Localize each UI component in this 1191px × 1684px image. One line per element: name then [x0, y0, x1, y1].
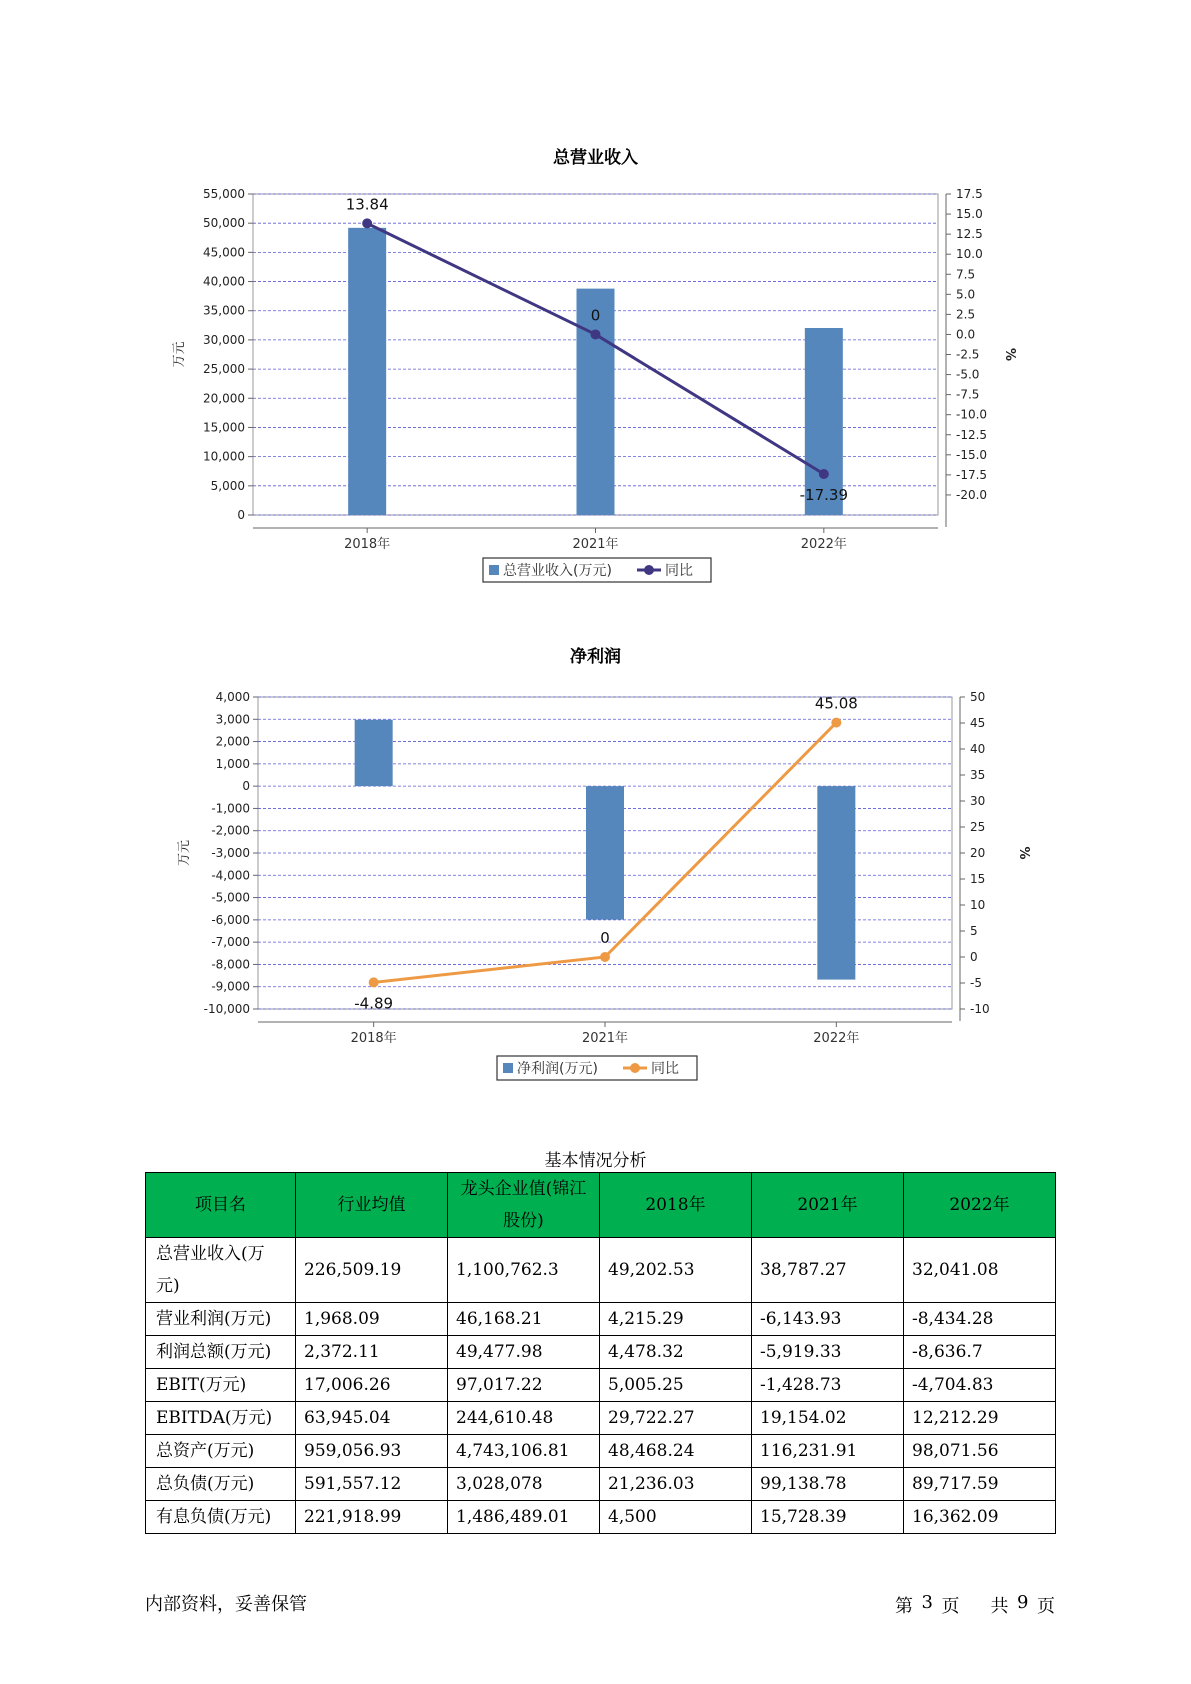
y-tick-label: 20,000 [203, 391, 245, 406]
y-tick-label: 0 [237, 508, 245, 522]
y2-tick-label: 45 [970, 716, 986, 730]
table-cell: 49,477.98 [448, 1336, 600, 1369]
table-cell: 38,787.27 [752, 1238, 904, 1303]
y2-tick-label: 30 [970, 794, 986, 808]
legend-swatch-bar [489, 565, 499, 575]
line-point [819, 469, 829, 479]
table-row [146, 1501, 1056, 1534]
table-cell: -1,428.73 [752, 1369, 904, 1402]
y-tick-label: -9,000 [211, 979, 250, 994]
table-cell: -8,636.7 [904, 1336, 1056, 1369]
y-tick-label: -6,000 [211, 912, 250, 927]
y-tick-label: -10,000 [203, 1002, 250, 1016]
total-pages: 9 [1017, 1592, 1029, 1613]
legend-swatch-point [644, 565, 654, 575]
legend-swatch-point [630, 1063, 640, 1073]
table-cell: 48,468.24 [600, 1435, 752, 1468]
page-number: 3 [921, 1592, 933, 1613]
legend-label: 净利润(万元) [517, 1061, 598, 1077]
table-cell: 46,168.21 [448, 1303, 600, 1336]
table-cell: 226,509.19 [296, 1238, 448, 1303]
y-tick-label: 1,000 [215, 756, 250, 771]
table-row-label: EBIT(万元) [146, 1369, 296, 1402]
y2-tick-label: -15.0 [956, 447, 988, 462]
legend [497, 1056, 697, 1080]
y-tick-label: -1,000 [211, 801, 250, 816]
y2-tick-label: -10 [970, 1002, 990, 1016]
x-tick-label: 2022年 [800, 537, 847, 552]
bar [817, 786, 855, 979]
table-row [146, 1402, 1056, 1435]
y2-tick-label: 10 [970, 898, 986, 912]
footer-page-info [895, 1592, 1055, 1618]
table-header-cell: 龙头企业值(锦江股份) [448, 1173, 600, 1238]
table-cell: 1,100,762.3 [448, 1238, 600, 1303]
table-cell: -6,143.93 [752, 1303, 904, 1336]
legend [483, 558, 711, 582]
table-header-cell: 2021年 [752, 1173, 904, 1238]
y-tick-label: -4,000 [211, 868, 250, 883]
table-cell: -5,919.33 [752, 1336, 904, 1369]
table-cell: 29,722.27 [600, 1402, 752, 1435]
line-point [831, 718, 841, 728]
table-row-label: 总负债(万元) [146, 1468, 296, 1501]
y2-axis-title: % [1016, 846, 1031, 860]
bar [586, 786, 624, 919]
line-data-label: 13.84 [345, 195, 389, 214]
table-row-label: 利润总额(万元) [146, 1336, 296, 1369]
table-cell: 244,610.48 [448, 1402, 600, 1435]
line-data-label: -4.89 [354, 994, 394, 1013]
line-data-label: -17.39 [799, 485, 849, 504]
table-cell: -4,704.83 [904, 1369, 1056, 1402]
basic-analysis-table [145, 1172, 1056, 1534]
y2-tick-label: 15 [970, 872, 986, 886]
x-tick-label: 2018年 [350, 1031, 397, 1046]
y-axis-title: 万元 [172, 341, 187, 368]
table-cell: 49,202.53 [600, 1238, 752, 1303]
table-row-label: 营业利润(万元) [146, 1303, 296, 1336]
chart-title-net-profit: 净利润 [570, 647, 621, 667]
y2-tick-label: 17.5 [956, 187, 983, 201]
y2-tick-label: 35 [970, 768, 986, 782]
revenue-chart [0, 170, 1191, 600]
y-tick-label: -7,000 [211, 935, 250, 950]
table-cell: 1,968.09 [296, 1303, 448, 1336]
table-cell: 21,236.03 [600, 1468, 752, 1501]
y-tick-label: 50,000 [203, 216, 245, 231]
y2-tick-label: 10.0 [956, 247, 983, 262]
y-tick-label: -2,000 [211, 823, 250, 838]
table-header-cell: 项目名 [146, 1173, 296, 1238]
legend-label: 总营业收入(万元) [503, 563, 612, 579]
line-data-label: 45.08 [814, 694, 858, 713]
footer-confidential: 内部资料，妥善保管 [145, 1594, 307, 1615]
y2-tick-label: -10.0 [956, 407, 988, 422]
table-cell: 4,215.29 [600, 1303, 752, 1336]
table-row-label: EBITDA(万元) [146, 1402, 296, 1435]
table-cell: -8,434.28 [904, 1303, 1056, 1336]
y2-tick-label: -17.5 [956, 467, 988, 482]
y-tick-label: -3,000 [211, 846, 250, 860]
y2-tick-label: 50 [970, 690, 986, 704]
table-row-label: 总资产(万元) [146, 1435, 296, 1468]
y2-tick-label: -2.5 [956, 347, 980, 362]
table-header-row [146, 1173, 1056, 1238]
page-suffix: 页 [941, 1596, 960, 1617]
table-cell: 98,071.56 [904, 1435, 1056, 1468]
table-cell: 32,041.08 [904, 1238, 1056, 1303]
y2-tick-label: -5.0 [956, 367, 980, 382]
y-tick-label: 40,000 [203, 274, 245, 289]
y-tick-label: 4,000 [215, 690, 250, 704]
y-tick-label: -5,000 [211, 890, 250, 905]
y-tick-label: 2,000 [215, 734, 250, 749]
legend-swatch-bar [503, 1063, 513, 1073]
y-tick-label: 15,000 [203, 420, 245, 435]
y2-tick-label: -20.0 [956, 487, 988, 502]
table-row [146, 1468, 1056, 1501]
y2-tick-label: 5.0 [956, 287, 976, 302]
table-cell: 221,918.99 [296, 1501, 448, 1534]
table-cell: 99,138.78 [752, 1468, 904, 1501]
y-tick-label: 10,000 [203, 449, 245, 464]
total-prefix: 共 [990, 1596, 1009, 1617]
line-point [362, 218, 372, 228]
table-cell: 959,056.93 [296, 1435, 448, 1468]
table-cell: 97,017.22 [448, 1369, 600, 1402]
table-row-label: 有息负债(万元) [146, 1501, 296, 1534]
line-point [369, 977, 379, 987]
table-cell: 2,372.11 [296, 1336, 448, 1369]
table-cell: 19,154.02 [752, 1402, 904, 1435]
y2-tick-label: 0 [970, 950, 978, 964]
y-axis-title: 万元 [177, 839, 192, 867]
y2-tick-label: 7.5 [956, 267, 976, 282]
y-tick-label: 35,000 [203, 303, 245, 318]
y-tick-label: -8,000 [211, 957, 250, 972]
x-tick-label: 2018年 [344, 537, 391, 552]
table-cell: 116,231.91 [752, 1435, 904, 1468]
y2-axis-title: % [1002, 347, 1017, 362]
net-profit-chart [0, 670, 1191, 1100]
table-row [146, 1238, 1056, 1303]
chart-title-revenue: 总营业收入 [553, 148, 638, 168]
line-point [591, 329, 601, 339]
legend-label: 同比 [651, 1061, 679, 1077]
table-cell: 4,500 [600, 1501, 752, 1534]
bar [355, 720, 393, 786]
table-cell: 12,212.29 [904, 1402, 1056, 1435]
y2-tick-label: 15.0 [956, 207, 983, 222]
x-tick-label: 2021年 [581, 1031, 629, 1046]
table-header-cell: 行业均值 [296, 1173, 448, 1238]
table-cell: 17,006.26 [296, 1369, 448, 1402]
y-tick-label: 5,000 [210, 478, 245, 493]
y-tick-label: 3,000 [215, 712, 250, 727]
table-cell: 63,945.04 [296, 1402, 448, 1435]
table-cell: 89,717.59 [904, 1468, 1056, 1501]
table-cell: 4,478.32 [600, 1336, 752, 1369]
x-tick-label: 2021年 [572, 537, 619, 552]
table-row [146, 1369, 1056, 1402]
table-header-cell: 2022年 [904, 1173, 1056, 1238]
y2-tick-label: 2.5 [956, 307, 976, 322]
y2-tick-label: -5 [970, 976, 982, 990]
table-row [146, 1435, 1056, 1468]
x-tick-label: 2022年 [813, 1031, 860, 1046]
table-row [146, 1336, 1056, 1369]
y2-tick-label: -12.5 [956, 427, 988, 442]
line-point [600, 952, 610, 962]
y-tick-label: 0 [242, 779, 250, 794]
table-cell: 3,028,078 [448, 1468, 600, 1501]
y-tick-label: 30,000 [203, 332, 245, 347]
page-prefix: 第 [895, 1596, 913, 1617]
table-cell: 15,728.39 [752, 1501, 904, 1534]
line-data-label: 0 [600, 929, 610, 947]
table-cell: 1,486,489.01 [448, 1501, 600, 1534]
y-tick-label: 45,000 [203, 245, 245, 260]
y2-tick-label: 20 [970, 846, 986, 860]
bar [348, 228, 386, 515]
table-cell: 4,743,106.81 [448, 1435, 600, 1468]
y2-tick-label: 25 [970, 820, 986, 834]
legend-label: 同比 [665, 563, 693, 579]
total-suffix: 页 [1037, 1596, 1055, 1617]
y2-tick-label: -7.5 [956, 387, 980, 402]
table-cell: 16,362.09 [904, 1501, 1056, 1534]
y2-tick-label: 5 [970, 924, 978, 938]
table-cell: 5,005.25 [600, 1369, 752, 1402]
y2-tick-label: 12.5 [956, 227, 983, 242]
y-tick-label: 25,000 [203, 362, 245, 377]
line-data-label: 0 [590, 306, 601, 325]
table-row [146, 1303, 1056, 1336]
table-header-cell: 2018年 [600, 1173, 752, 1238]
table-row-label: 总营业收入(万元) [146, 1238, 296, 1303]
y2-tick-label: 0.0 [956, 327, 976, 342]
y2-tick-label: 40 [970, 742, 986, 756]
table-title: 基本情况分析 [544, 1151, 647, 1171]
y-tick-label: 55,000 [203, 187, 245, 201]
table-cell: 591,557.12 [296, 1468, 448, 1501]
